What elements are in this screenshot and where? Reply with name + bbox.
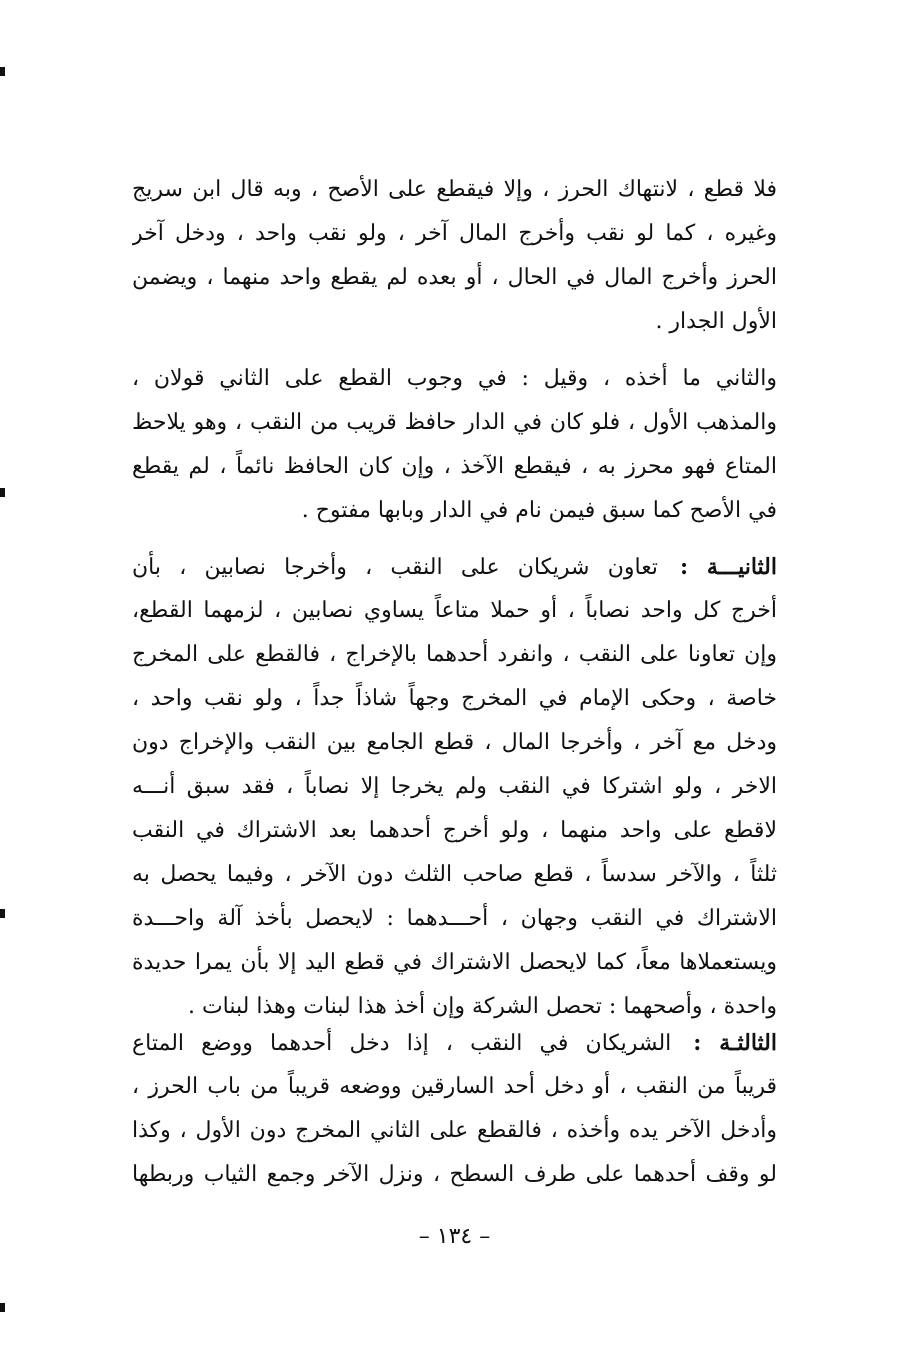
section-heading: الثالثـة : [693,1030,777,1056]
text-line: الحرز وأخرج المال في الحال ، أو بعده لم يقطع واحد منهما ، ويضمن [132,265,777,290]
text-line: فلا قطع ، لانتهاك الحرز ، وإلا فيقطع على الأصح ، وبه قال ابن سريج [132,177,777,202]
text-line: ويستعملاها معاً، كما لايحصل الاشتراك في قطع اليد إلا بأن يمرا حديدة [132,950,777,975]
text-line: واحدة ، وأصحهما : تحصل الشركة وإن أخذ هذا لبنات وهذا لبنات . [187,994,777,1019]
section-heading: الثانيـــة : [679,554,777,580]
text-line-with-heading [132,1021,777,1065]
page-number: – ١٣٤ – [418,1224,491,1249]
paragraph-4 [132,1021,777,1197]
text-line-with-heading [132,545,777,589]
text-line: خاصة ، وحكى الإمام في المخرج وجهاً شاذاً جداً ، ولو نقب واحد ، [132,686,777,711]
text-line: المتاع فهو محرز به ، فيقطع الآخذ ، وإن كان الحافظ نائماً ، لم يقطع [132,454,777,479]
text-line: الاخر ، ولو اشتركا في النقب ولم يخرجا إلا نصاباً ، فقد سبق أنـــه [132,774,777,799]
text-line: الأول الجدار . [655,309,777,334]
paragraph-3 [132,545,777,1029]
text-line: وأدخل الآخر يده وأخذه ، فالقطع على الثاني المخرج دون الأول ، وكذا [132,1118,777,1143]
text-line: الاشتراك في النقب وجهان ، أحـــدهما : لايحصل بأخذ آلة واحـــدة [132,906,777,931]
edge-mark [0,1303,5,1312]
text-line: والمذهب الأول ، فلو كان في الدار حافظ قريب من النقب ، وهو يلاحظ [132,410,777,435]
text-line: وغيره ، كما لو نقب وأخرج المال آخر ، ولو نقب واحد ، ودخل آخر [132,221,777,246]
text-line: والثاني ما أخذه ، وقيل : في وجوب القطع على الثاني قولان ، [132,366,777,391]
edge-mark [0,488,5,497]
edge-mark [0,67,5,76]
text-line: في الأصح كما سبق فيمن نام في الدار وبابها مفتوح . [301,498,777,523]
text-line: ثلثاً ، والآخر سدساً ، قطع صاحب الثلث دون الآخر ، وفيما يحصل به [132,862,777,887]
text-line: أخرج كل واحد نصاباً ، أو حملا متاعاً يساوي نصابين ، لزمهما القطع، [132,598,777,623]
text-line: الشريكان في النقب ، إذا دخل أحدهما ووضع المتاع [132,1031,672,1056]
text-line: وإن تعاونا على النقب ، وانفرد أحدهما بالإخراج ، فالقطع على المخرج [132,642,777,667]
edge-mark [0,909,5,918]
text-line: لاقطع على واحد منهما ، ولو أخرج أحدهما بعد الاشتراك في النقب [132,818,777,843]
text-line: ودخل مع آخر ، وأخرجا المال ، قطع الجامع بين النقب والإخراج دون [132,730,777,755]
paragraph-1 [132,168,777,344]
text-line: تعاون شريكان على النقب ، وأخرجا نصابين ، بأن [132,555,658,580]
text-line: قريباً من النقب ، أو دخل أحد السارقين ووضعه قريباً من باب الحرز ، [132,1074,777,1099]
text-line: لو وقف أحدهما على طرف السطح ، ونزل الآخر وجمع الثياب وربطها [132,1162,777,1187]
paragraph-2 [132,357,777,533]
